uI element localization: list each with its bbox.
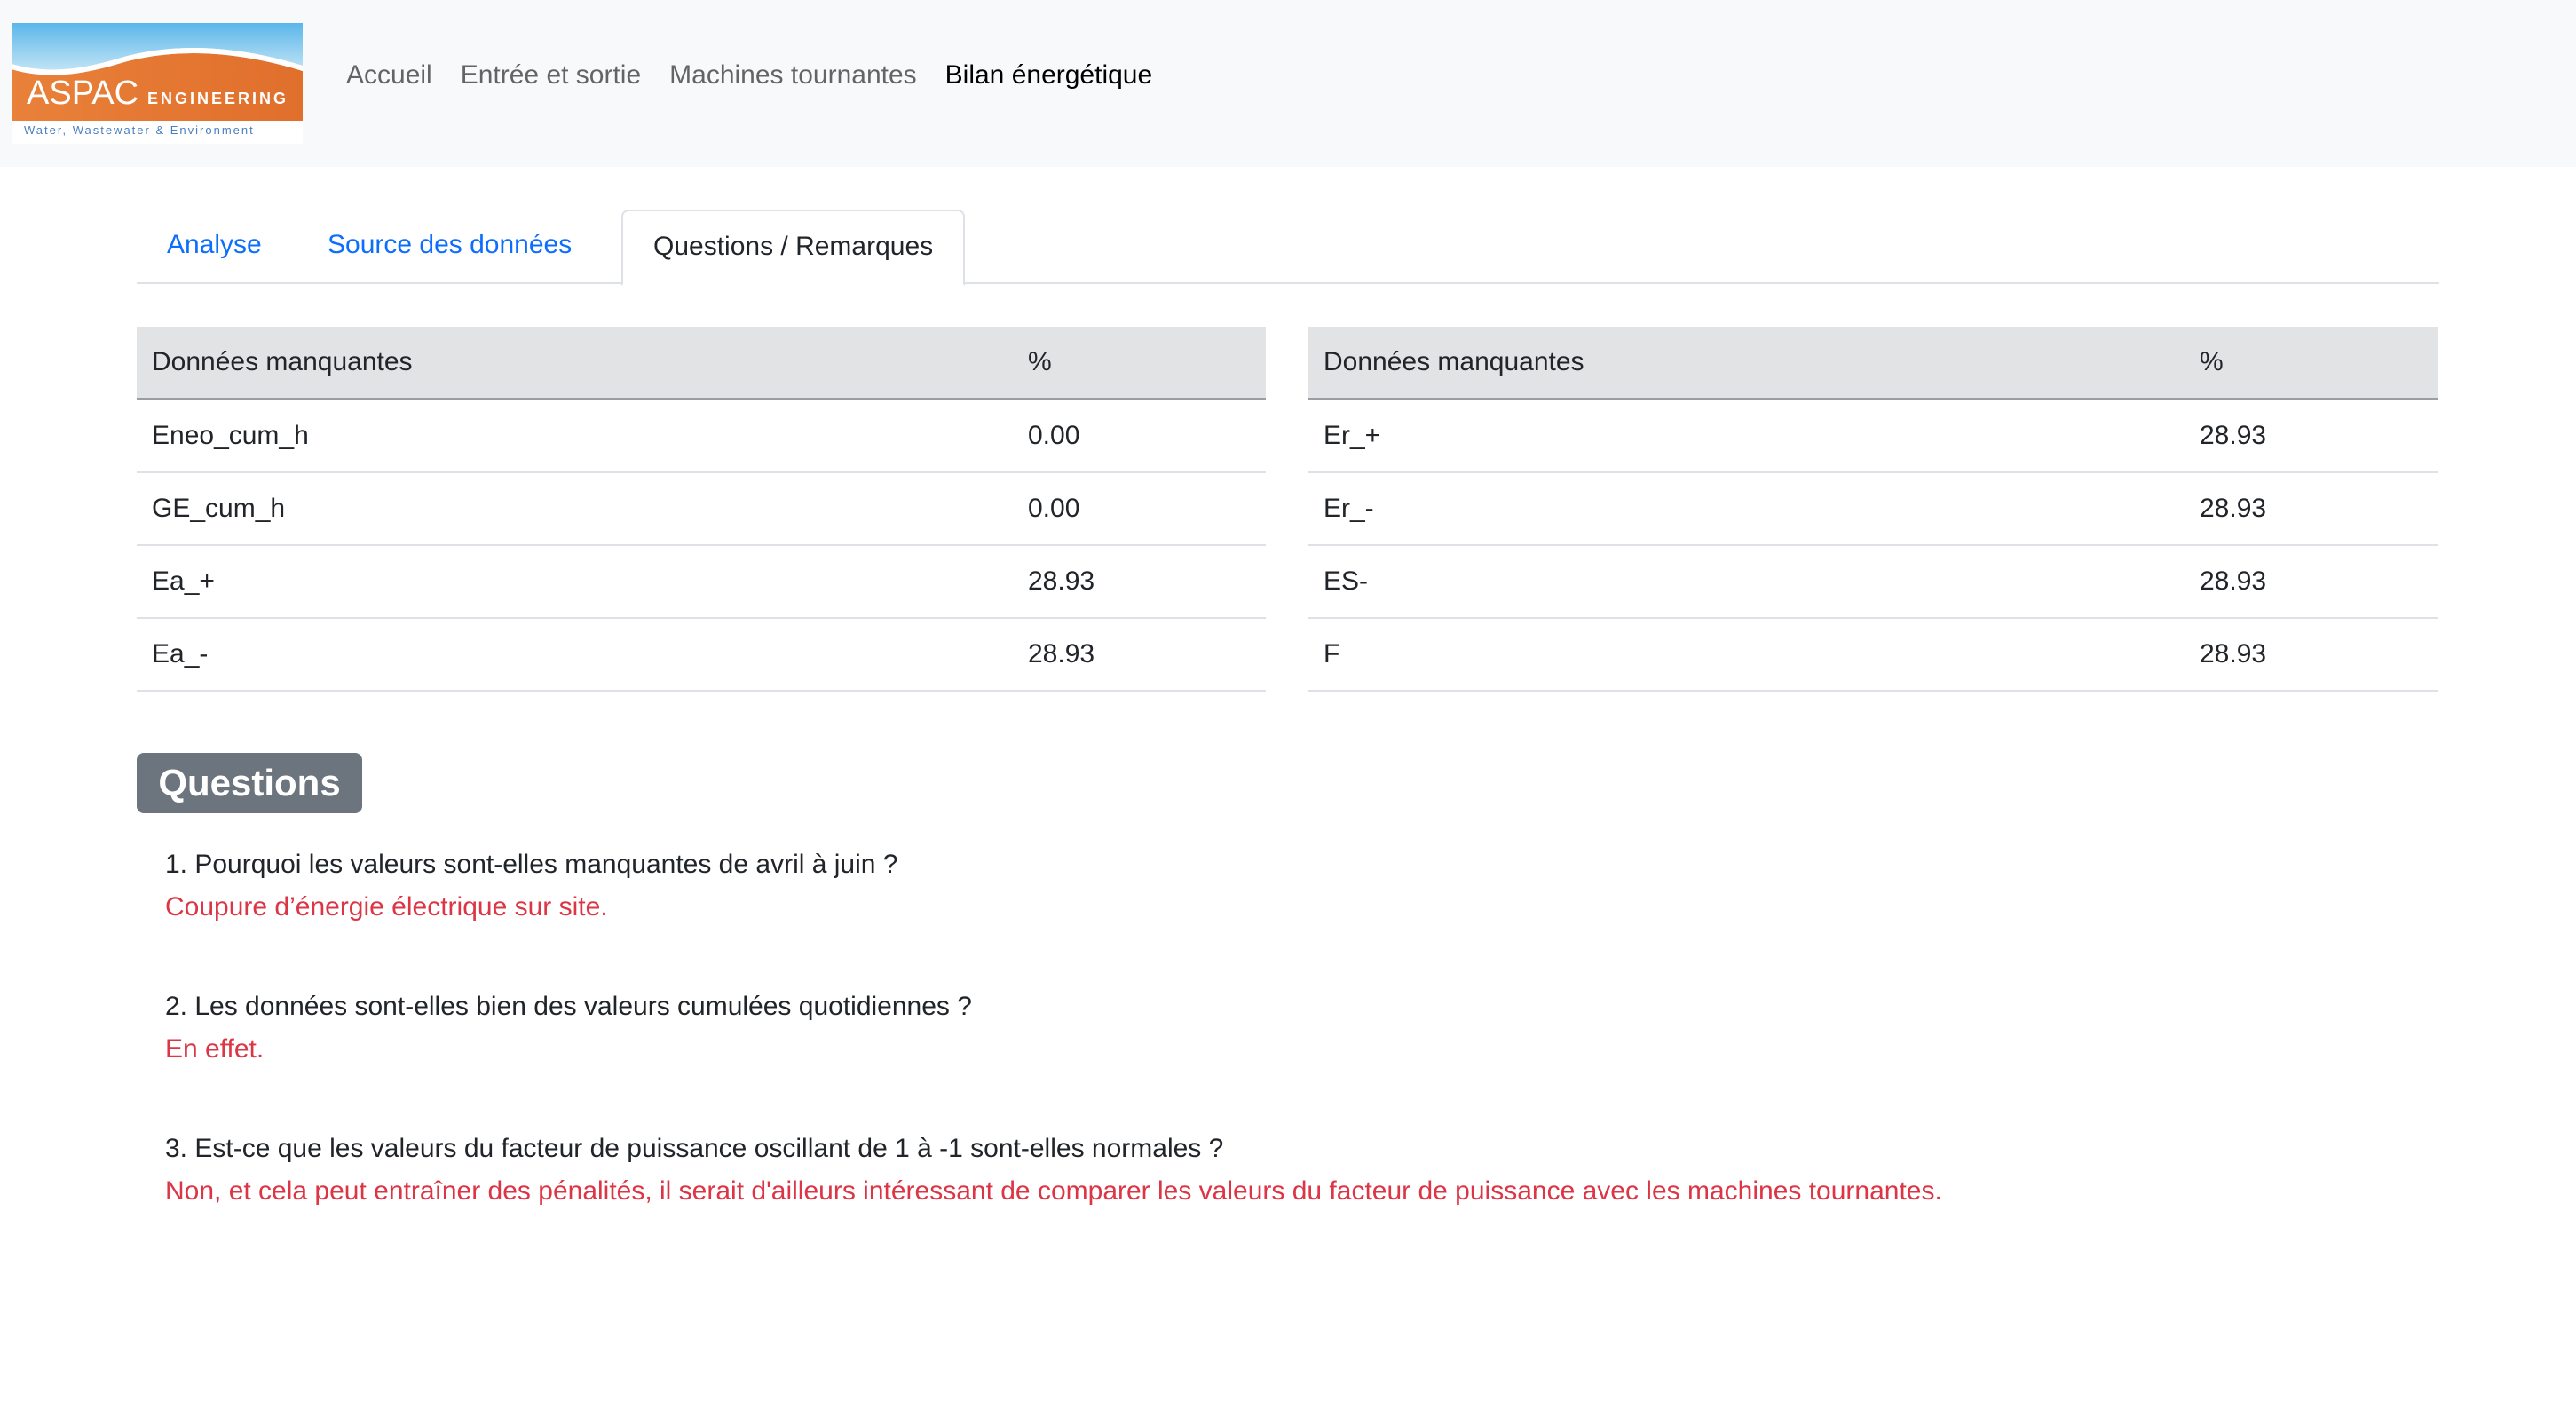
nav-link-machines-tournantes[interactable]: Machines tournantes bbox=[669, 60, 917, 90]
missing-data-table-left bbox=[137, 327, 1266, 692]
row-name-cell: Ea_- bbox=[137, 618, 1013, 691]
column-header-donnees: Données manquantes bbox=[137, 327, 1013, 400]
answer-text: Coupure d’énergie électrique sur site. bbox=[165, 892, 608, 922]
nav-link-bilan-energetique[interactable]: Bilan énergétique bbox=[944, 60, 1153, 90]
column-header-percent: % bbox=[1013, 327, 1266, 400]
row-name-cell: Eneo_cum_h bbox=[137, 400, 1013, 473]
question-text: 2. Les données sont-elles bien des valeurs cumulées quotidiennes ? bbox=[165, 992, 972, 1021]
answer-text: Non, et cela peut entraîner des pénalités, il serait d'ailleurs intéressant de comparer les valeurs du facteur de puissance avec les machines tournantes. bbox=[165, 1176, 1942, 1206]
tab-source-des-donnees[interactable]: Source des données bbox=[328, 230, 573, 259]
row-name-cell: Ea_+ bbox=[137, 545, 1013, 618]
row-percent-cell: 28.93 bbox=[2185, 618, 2438, 691]
question-text: 3. Est-ce que les valeurs du facteur de puissance oscillant de 1 à -1 sont-elles normales ? bbox=[165, 1134, 1224, 1163]
row-name-cell: Er_- bbox=[1308, 472, 2185, 545]
nav-link-entree-sortie[interactable]: Entrée et sortie bbox=[460, 60, 642, 90]
row-percent-cell: 28.93 bbox=[2185, 545, 2438, 618]
row-name-cell: Er_+ bbox=[1308, 400, 2185, 473]
main-nav bbox=[346, 60, 1152, 91]
qa-item bbox=[165, 843, 897, 929]
question-text: 1. Pourquoi les valeurs sont-elles manquantes de avril à juin ? bbox=[165, 850, 898, 879]
row-percent-cell: 28.93 bbox=[1013, 545, 1266, 618]
row-name-cell: F bbox=[1308, 618, 2185, 691]
table-row bbox=[1308, 472, 2438, 545]
aspac-logo[interactable] bbox=[12, 23, 303, 144]
table-row bbox=[137, 618, 1266, 691]
qa-item bbox=[165, 985, 972, 1071]
questions-badge: Questions bbox=[137, 753, 362, 813]
column-header-percent: % bbox=[2185, 327, 2438, 400]
row-percent-cell: 0.00 bbox=[1013, 472, 1266, 545]
table-row bbox=[137, 545, 1266, 618]
qa-item bbox=[165, 1128, 1942, 1213]
table-row bbox=[1308, 400, 2438, 473]
nav-link-accueil[interactable]: Accueil bbox=[346, 60, 432, 90]
column-header-donnees: Données manquantes bbox=[1308, 327, 2185, 400]
table-header-row bbox=[1308, 327, 2438, 400]
table-row bbox=[1308, 545, 2438, 618]
table-row bbox=[137, 400, 1266, 473]
content-tabs bbox=[137, 210, 2439, 284]
row-percent-cell: 0.00 bbox=[1013, 400, 1266, 473]
tab-analyse[interactable]: Analyse bbox=[167, 230, 262, 259]
row-percent-cell: 28.93 bbox=[1013, 618, 1266, 691]
navbar bbox=[0, 0, 2576, 167]
logo-tagline: Water, Wastewater & Environment bbox=[24, 123, 255, 137]
row-name-cell: ES- bbox=[1308, 545, 2185, 618]
logo-wordmark: ASPAC ENGINEERING bbox=[27, 75, 289, 112]
row-percent-cell: 28.93 bbox=[2185, 400, 2438, 473]
row-name-cell: GE_cum_h bbox=[137, 472, 1013, 545]
tab-questions-remarques[interactable]: Questions / Remarques bbox=[621, 210, 965, 286]
table-row bbox=[137, 472, 1266, 545]
answer-text: En effet. bbox=[165, 1034, 265, 1064]
row-percent-cell: 28.93 bbox=[2185, 472, 2438, 545]
missing-data-table-right bbox=[1308, 327, 2438, 692]
table-header-row bbox=[137, 327, 1266, 400]
table-row bbox=[1308, 618, 2438, 691]
